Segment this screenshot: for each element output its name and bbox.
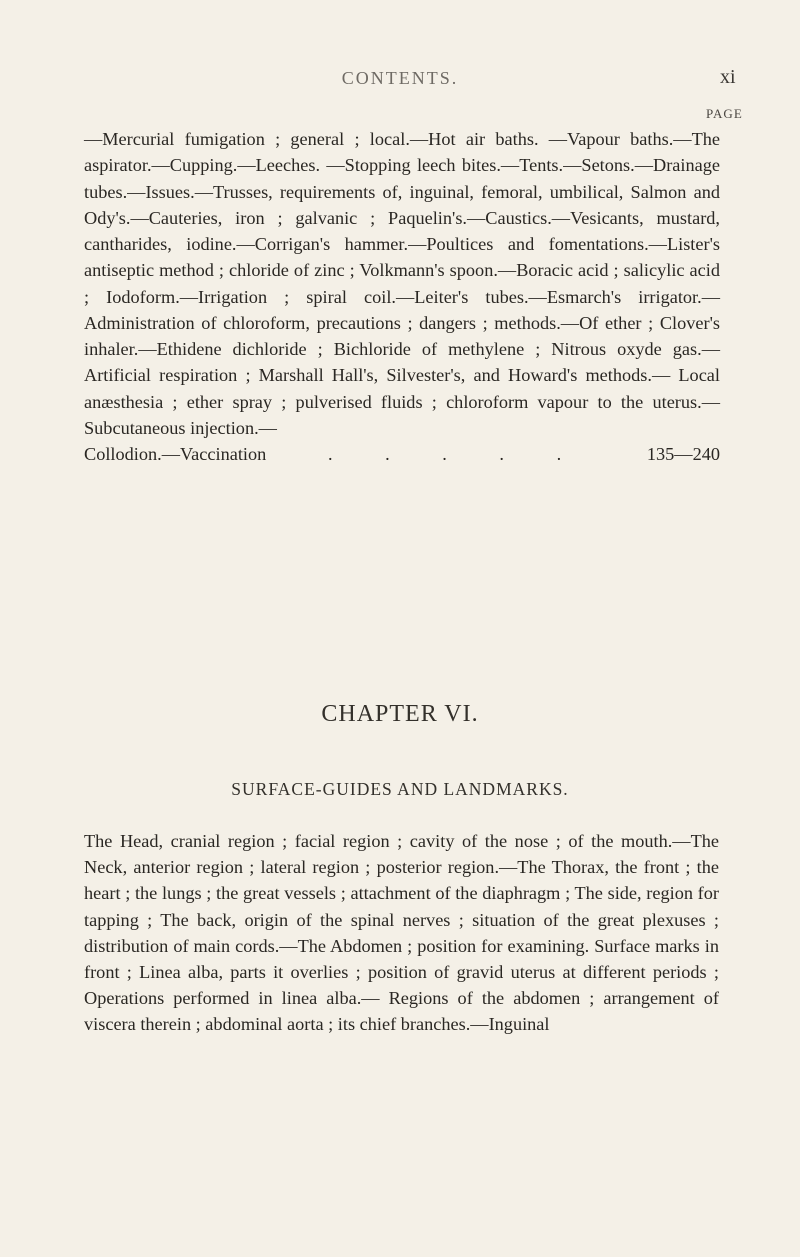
entry-last-line — [84, 441, 720, 467]
leader-dots: . . . . . — [328, 444, 586, 464]
entry-last-line-text: Collodion.—Vaccination — [84, 444, 267, 464]
running-title: CONTENTS. — [341, 68, 459, 88]
chapter-contents-text: The Head, cranial region ; facial region ; cavity of the nose ; of the mouth.—The Neck, anterior region ; lateral region ; posterior region.—The Thorax, the front ; the heart ; the lungs ; the great vessels ; attachment of the diaphragm ; The side, region for tapping ; The back, origin of the spinal nerves ; situation of the great plexuses ; distribution of main cords.—The Abdomen ; position for examining. Surface marks in front ; Linea alba, parts it overlies ; position of gravid uterus at different periods ; Operations performed in linea alba.— Regions of the abdomen ; arrangement of viscera therein ; abdominal aorta ; its chief branches.—Inguinal — [84, 831, 719, 1035]
page-number: xi — [720, 66, 736, 88]
running-head — [0, 68, 800, 98]
page-column-label: PAGE — [706, 106, 743, 121]
chapter-title: SURFACE-GUIDES AND LANDMARKS. — [231, 779, 569, 799]
chapter-heading: CHAPTER VI. — [321, 701, 479, 727]
entry-text: —Mercurial fumigation ; general ; local.—Hot air baths. —Vapour baths.—The aspirator.—Cupping.—Leeches. —Stopping leech bites.—Tents.—Setons.—Drainage tubes.—Issues.—Trusses, requirements of, inguinal, femoral, umbilical, Salmon and Ody's.—Cauteries, iron ; galvanic ; Paquelin's.—Caustics.—Vesicants, mustard, cantharides, iodine.—Corrigan's hammer.—Poultices and fomentations.—Lister's antiseptic method ; chloride of zinc ; Volkmann's spoon.—Boracic acid ; salicylic acid ; Iodoform.—Irrigation ; spiral coil.—Leiter's tubes.—Esmarch's irrigator.—Administration of chloroform, precautions ; dangers ; methods.—Of ether ; Clover's inhaler.—Ethidene dichloride ; Bichloride of methylene ; Nitrous oxyde gas.—Artificial respiration ; Marshall Hall's, Silvester's, and Howard's methods.— Local anæsthesia ; ether spray ; pulverised fluids ; chloroform vapour to the uterus.—Subcutaneous injection.— — [84, 129, 720, 438]
page-range: 135—240 — [646, 444, 720, 464]
previous-chapter-entry — [84, 126, 720, 467]
